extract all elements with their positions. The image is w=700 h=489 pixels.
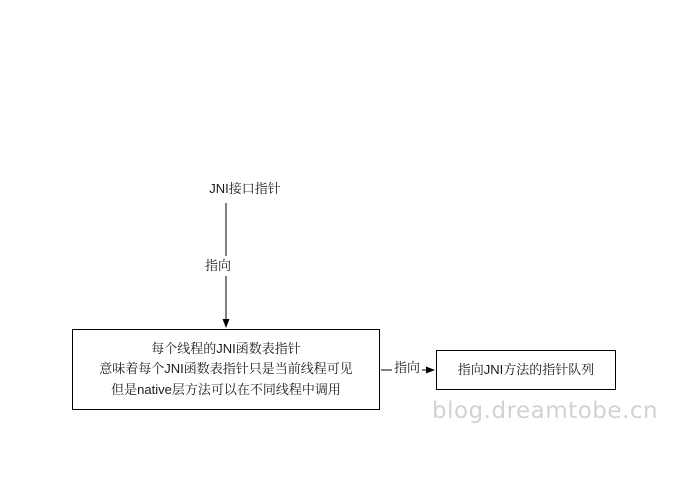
watermark: blog.dreamtobe.cn — [432, 398, 659, 424]
right-box-label: 指向JNI方法的指针队列 — [457, 361, 595, 377]
node-jni-interface-pointer: JNI接口指针 — [209, 181, 281, 196]
edge-label-points-to-horizontal: 指向 — [392, 358, 422, 378]
main-box-line-2: 意味着每个JNI函数表指针只是当前线程可见 — [99, 361, 353, 377]
main-box-line-3: 但是native层方法可以在不同线程中调用 — [111, 381, 341, 397]
edge-label-points-to-vertical: 指向 — [203, 256, 233, 276]
main-box-line-1: 每个线程的JNI函数表指针 — [151, 341, 301, 357]
node-thread-function-table-box — [72, 329, 380, 410]
node-jni-method-pointer-queue-box — [436, 350, 616, 390]
